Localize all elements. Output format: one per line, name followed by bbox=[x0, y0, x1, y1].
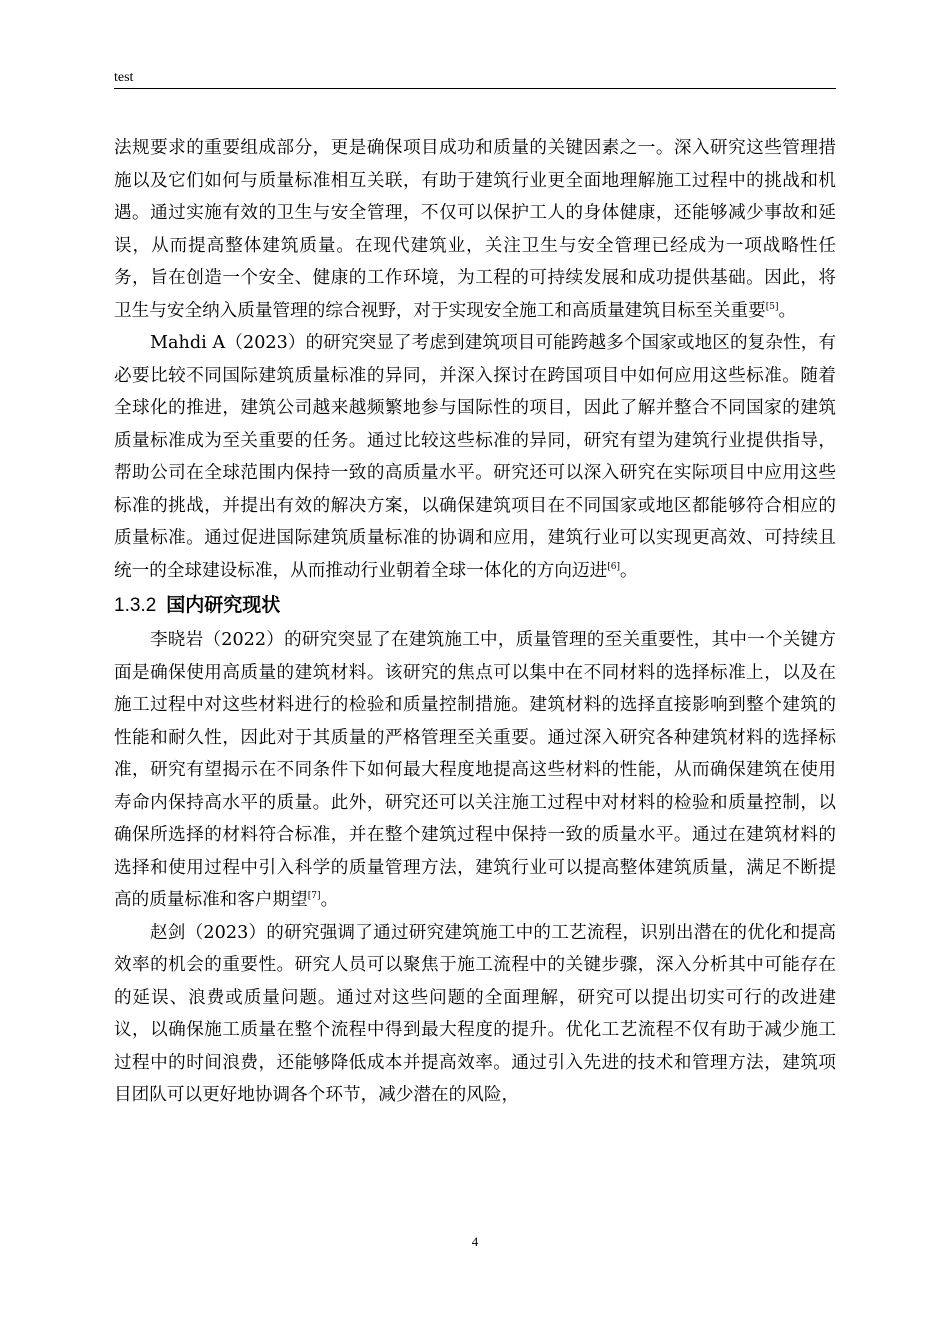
citation-ref[interactable]: [6] bbox=[607, 561, 621, 572]
paragraph-zhao-jian bbox=[114, 917, 836, 1112]
citation-ref[interactable]: [7] bbox=[307, 891, 321, 901]
paragraph-mahdi bbox=[114, 327, 836, 587]
paragraph-text: 赵剑（2023）的研究强调了通过研究建筑施工中的工艺流程，识别出潜在的优化和提高效率的机会的重要性。研究人员可以聚焦于施工流程中的关键步骤，深入分析其中可能存在的延误、浪费或质量问题。通过对这些问题的全面理解，研究可以提出切实可行的改进建议，以确保施工质量在整个流程中得到最大程度的提升。优化工艺流程不仅有助于减少施工过程中的时间浪费，还能够降低成本并提高效率。通过引入先进的技术和管理方法，建筑项目团队可以更好地协调各个环节，减少潜在的风险， bbox=[114, 922, 836, 1105]
paragraph-text: 李晓岩（2022）的研究突显了在建筑施工中，质量管理的至关重要性，其中一个关键方面是确保使用高质量的建筑材料。该研究的焦点可以集中在不同材料的选择标准上，以及在施工过程中对这些材料进行的检验和质量控制措施。建筑材料的选择直接影响到整个建筑的性能和耐久性，因此对于其质量的严格管理至关重要。通过深入研究各种建筑材料的选择标准，研究有望揭示在不同条件下如何最大程度地提高这些材料的性能，从而确保建筑在使用寿命内保持高水平的质量。此外，研究还可以关注施工过程中对材料的检验和质量控制，以确保所选择的材料符合标准，并在整个建筑过程中保持一致的质量水平。通过在建筑材料的选择和使用过程中引入科学的质量管理方法，建筑行业可以提高整体建筑质量，满足不断提高的质量标准和客户期望 bbox=[114, 630, 836, 910]
running-title: test bbox=[114, 70, 134, 85]
paragraph-end: 。 bbox=[620, 560, 638, 581]
page-body bbox=[114, 132, 836, 1112]
section-heading bbox=[114, 587, 836, 624]
paragraph-end: 。 bbox=[778, 300, 797, 321]
paragraph-li-xiaoyan bbox=[114, 624, 836, 917]
page-number: 4 bbox=[471, 1234, 479, 1249]
running-header bbox=[114, 68, 836, 89]
paragraph-hygiene-safety bbox=[114, 132, 836, 327]
paragraph-text: 法规要求的重要组成部分，更是确保项目成功和质量的关键因素之一。深入研究这些管理措施以及它们如何与质量标准相互关联，有助于建筑行业更全面地理解施工过程中的挑战和机遇。通过实施有效的卫生与安全管理，不仅可以保护工人的身体健康，还能够减少事故和延误，从而提高整体建筑质量。在现代建筑业，关注卫生与安全管理已经成为一项战略性任务，旨在创造一个安全、健康的工作环境，为工程的可持续发展和成功提供基础。因此，将卫生与安全纳入质量管理的综合视野，对于实现安全施工和高质量建筑目标至关重要 bbox=[114, 138, 836, 321]
section-number: 1.3.2 bbox=[114, 595, 157, 616]
section-title: 国内研究现状 bbox=[166, 594, 281, 616]
citation-ref[interactable]: [5] bbox=[765, 301, 779, 312]
paragraph-end: 。 bbox=[320, 890, 339, 910]
paragraph-text: Mahdi A（2023）的研究突显了考虑到建筑项目可能跨越多个国家或地区的复杂性，有必要比较不同国际建筑质量标准的异同，并深入探讨在跨国项目中如何应用这些标准。随着全球化的推进，建筑公司越来越频繁地参与国际性的项目，因此了解并整合不同国家的建筑质量标准成为至关重要的任务。通过比较这些标准的异同，研究有望为建筑行业提供指导，帮助公司在全球范围内保持一致的高质量水平。研究还可以深入研究在实际项目中应用这些标准的挑战，并提出有效的解决方案，以确保建筑项目在不同国家或地区都能够符合相应的质量标准。通过促进国际建筑质量标准的协调和应用，建筑行业可以实现更高效、可持续且统一的全球建设标准，从而推动行业朝着全球一体化的方向迈进 bbox=[114, 333, 836, 581]
